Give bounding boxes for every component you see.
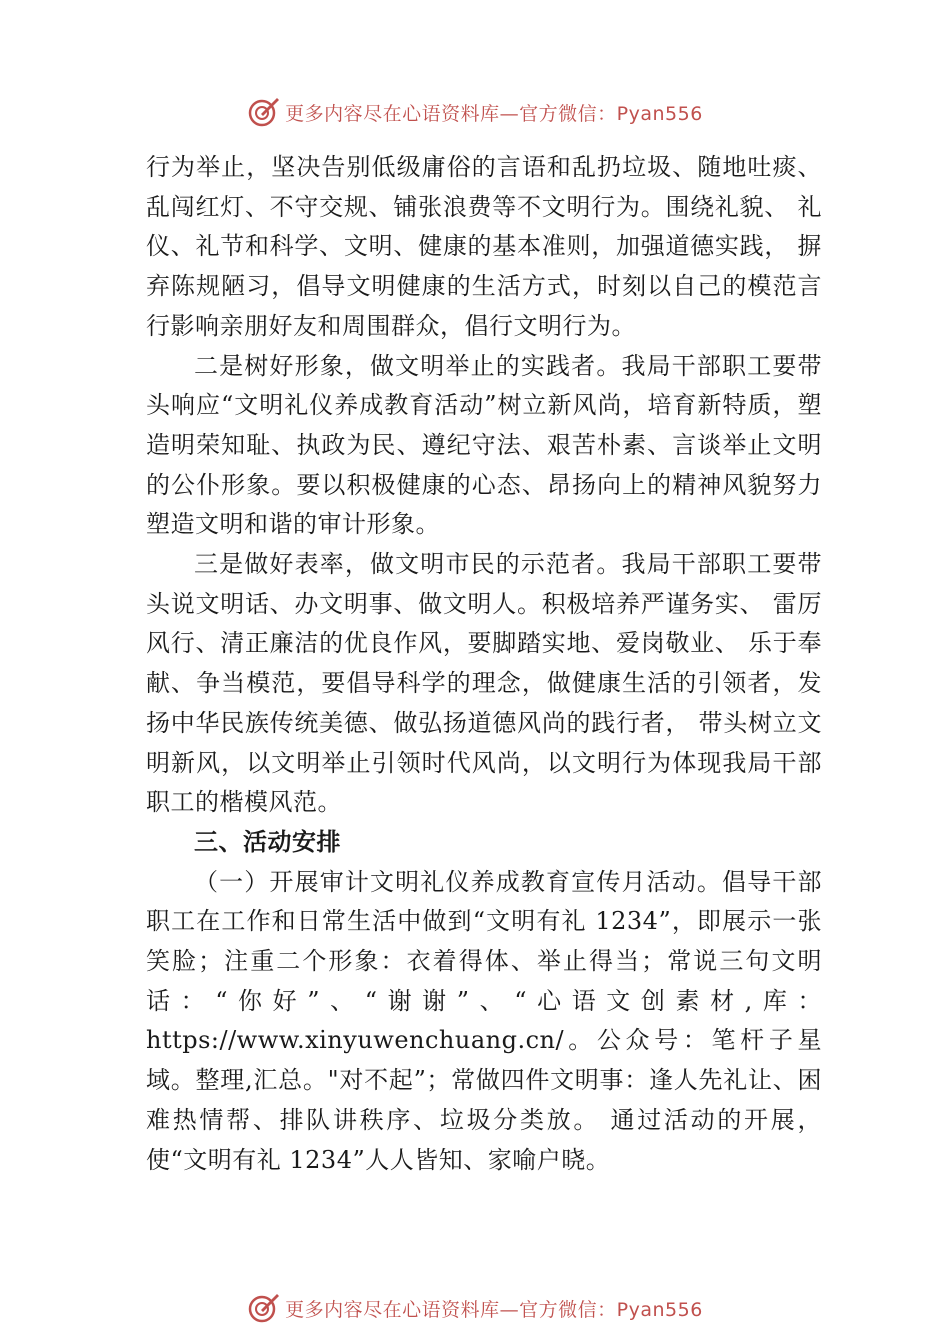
paragraph-2: 二是树好形象，做文明举止的实践者。我局干部职工要带头响应“文明礼仪养成教育活动”树立新风尚，培育新特质，塑造明荣知耻、执政为民、遵纪守法、艰苦朴素、言谈举止文明的公仆形象。要以积极健康的心态、昂扬向上的精神风貌努力塑造文明和谐的审计形象。 xyxy=(146,351,822,539)
section-heading: 三、活动安排 xyxy=(194,827,341,856)
watermark-text: 更多内容尽在心语资料库—官方微信：Pyan556 xyxy=(285,102,703,125)
pen-logo-icon xyxy=(247,1291,281,1325)
watermark-banner-bottom xyxy=(0,1288,950,1328)
activity-paragraph: （一）开展审计文明礼仪养成教育宣传月活动。倡导干部职工在工作和日常生活中做到“文明有礼 1234”，即展示一张笑脸；注重二个形象：衣着得体、举止得当；常说三句文明话：“你好”、“谢谢”、“心语文创素材,库：https://www.xinyuwenchuang.cn/。公众号：笔杆子星域。整理,汇总。"对不起”；常做四件文明事：逢人先礼让、困难热情帮、排队讲秩序、垃圾分类放。 通过活动的开展，使“文明有礼 1234”人人皆知、家喻户晓。 xyxy=(146,867,822,1174)
watermark-text: 更多内容尽在心语资料库—官方微信：Pyan556 xyxy=(285,1298,703,1321)
paragraph-3: 三是做好表率，做文明市民的示范者。我局干部职工要带头说文明话、办文明事、做文明人。积极培养严谨务实、 雷厉风行、清正廉洁的优良作风，要脚踏实地、爱岗敬业、 乐于奉献、争当模范，要倡导科学的理念，做健康生活的引领者，发扬中华民族传统美德、做弘扬道德风尚的践行者， 带头树立文明新风，以文明举止引领时代风尚，以文明行为体现我局干部职工的楷模风范。 xyxy=(146,550,822,817)
paragraph-1: 行为举止，坚决告别低级庸俗的言语和乱扔垃圾、随地吐痰、乱闯红灯、不守交规、铺张浪费等不文明行为。围绕礼貌、 礼仪、礼节和科学、文明、健康的基本准则，加强道德实践， 摒弃陈规陋习，倡导文明健康的生活方式，时刻以自己的模范言行影响亲朋好友和周围群众，倡行文明行为。 xyxy=(146,153,822,340)
pen-logo-icon xyxy=(247,95,281,129)
document-body xyxy=(146,148,822,1180)
watermark-banner-top xyxy=(0,92,950,132)
